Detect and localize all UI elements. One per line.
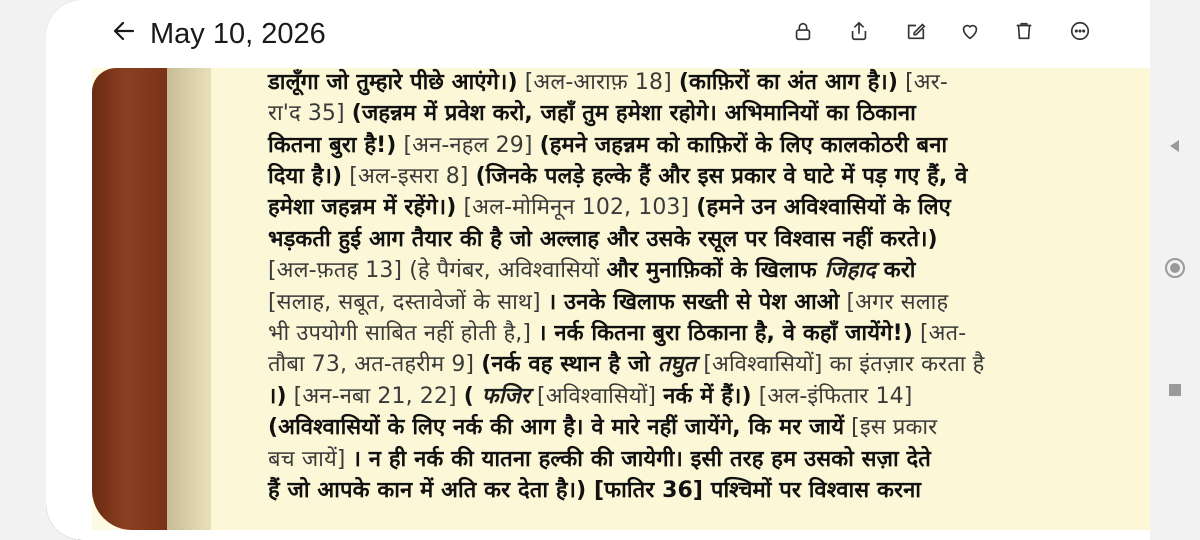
text-segment: ।) [268,383,287,409]
text-line [268,161,1148,192]
text-segment: । न ही नर्क की यातना हल्की की जायेगी। इसी तरह हम उसको सज़ा देते [352,446,931,472]
text-segment: हमेशा जहन्नम में रहेंगे।) [268,195,457,221]
nav-home-button[interactable] [1160,255,1190,285]
share-icon [848,20,870,46]
page-title: May 10, 2026 [150,18,326,50]
text-segment: रा'द 35] [268,101,352,127]
book-cover-spine [92,68,167,530]
text-line [268,444,1148,475]
text-segment: [अविश्वासियों] [529,383,664,409]
book-page-edge [167,68,211,530]
text-line [268,287,1148,318]
share-button[interactable] [844,18,874,48]
text-lines [268,67,1148,507]
text-segment: [अन-नहल 29] [396,132,540,158]
text-line [268,412,1148,443]
more-button[interactable] [1065,18,1095,48]
system-nav-bar [1150,0,1200,540]
nav-back-button[interactable] [1160,133,1190,163]
text-segment: [इस प्रकार [844,415,938,441]
text-segment: हैं जो आपके कान में अति कर देता है।) [फातिर 36] पश्चिमों पर विश्वास करना [268,478,922,504]
text-segment: [अविश्वासियों] का इंतज़ार करता है [696,352,985,378]
edit-icon [905,20,927,46]
nav-recents-button[interactable] [1160,376,1190,406]
text-segment: (नर्क वह स्थान है जो [481,352,658,378]
phone-frame [46,0,1150,540]
square-recents-icon [1168,382,1182,401]
text-segment: । उनके खिलाफ सख्ती से पेश आओ [547,289,840,315]
text-segment: [अल-आराफ़ 18] [517,69,679,95]
text-segment: (अविश्वासियों के लिए नर्क की आग है। वे मारे नहीं जायेंगे, कि मर जायें [268,415,845,441]
lock-button[interactable] [788,18,818,48]
text-segment: (हमने जहन्नम को काफ़िरों के लिए कालकोठरी बना [539,132,948,158]
text-segment: [अन-नबा 21, 22] [286,383,464,409]
text-segment: नर्क में हैं।) [663,383,752,409]
delete-button[interactable] [1009,18,1039,48]
more-icon [1069,20,1091,46]
text-segment: [अल-मोमिनून 102, 103] [456,195,697,221]
text-line [268,381,1148,412]
text-segment: कितना बुरा है!) [268,132,397,158]
text-line [268,192,1148,223]
text-segment: फजिर [481,383,530,409]
arrow-left-icon [111,18,137,51]
viewer-screen [46,0,1150,540]
text-segment: दिया है।) [268,164,343,190]
text-segment: (जिनके पलड़े हल्के हैं और इस प्रकार वे घाटे में पड़ गए हैं, वे [475,164,968,190]
heart-icon [959,20,981,46]
text-line [268,255,1148,286]
text-segment: ( [463,383,482,409]
text-line [268,318,1148,349]
text-line [268,349,1148,380]
text-line [268,475,1148,506]
text-segment: और मुनाफ़िकों के खिलाफ [606,258,825,284]
page-text [268,8,1148,507]
text-segment: [अत- [912,321,967,347]
circle-home-icon [1164,257,1186,283]
favorite-button[interactable] [955,18,985,48]
text-segment: बच जायें] [268,446,353,472]
text-segment: [अगर सलाह [839,289,949,315]
text-line [268,224,1148,255]
text-segment: [अल-फ़तह 13] (हे पैगंबर, अविश्वासियों [268,258,607,284]
text-segment: [अर- [898,69,948,95]
text-segment: भी उपयोगी साबित नहीं होती है,] [268,321,539,347]
text-segment: (हमने उन अविश्वासियों के लिए [696,195,951,221]
triangle-back-icon [1167,138,1183,158]
photo-content[interactable] [92,8,1150,530]
text-segment: डालूँगा जो तुम्हारे पीछे आएंगे।) [268,69,518,95]
lock-icon [792,20,814,46]
text-line [268,130,1148,161]
text-segment: तघुत [657,352,697,378]
text-line [268,98,1148,129]
text-segment: (जहन्नम में प्रवेश करो, जहाँ तुम हमेशा रहोगे। अभिमानियों का ठिकाना [351,101,916,127]
text-line [268,67,1148,98]
text-segment: [सलाह, सबूत, दस्तावेजों के साथ] [268,289,548,315]
text-segment: । नर्क कितना बुरा ठिकाना है, वे कहाँ जायेंगे!) [538,321,913,347]
text-segment: भड़कती हुई आग तैयार की है जो अल्लाह और उसके रसूल पर विश्वास नहीं करते।) [268,226,938,252]
text-segment: करो [875,258,916,284]
trash-icon [1013,20,1035,46]
text-segment: तौबा 73, अत-तहरीम 9] [268,352,482,378]
text-segment: (काफ़िरों का अंत आग है।) [678,69,899,95]
text-segment: जिहाद [824,258,876,284]
back-button[interactable] [104,14,144,54]
edit-button[interactable] [901,18,931,48]
text-segment: [अल-इंफितार 14] [751,383,913,409]
text-segment: [अल-इसरा 8] [342,164,476,190]
top-bar [46,0,1150,68]
